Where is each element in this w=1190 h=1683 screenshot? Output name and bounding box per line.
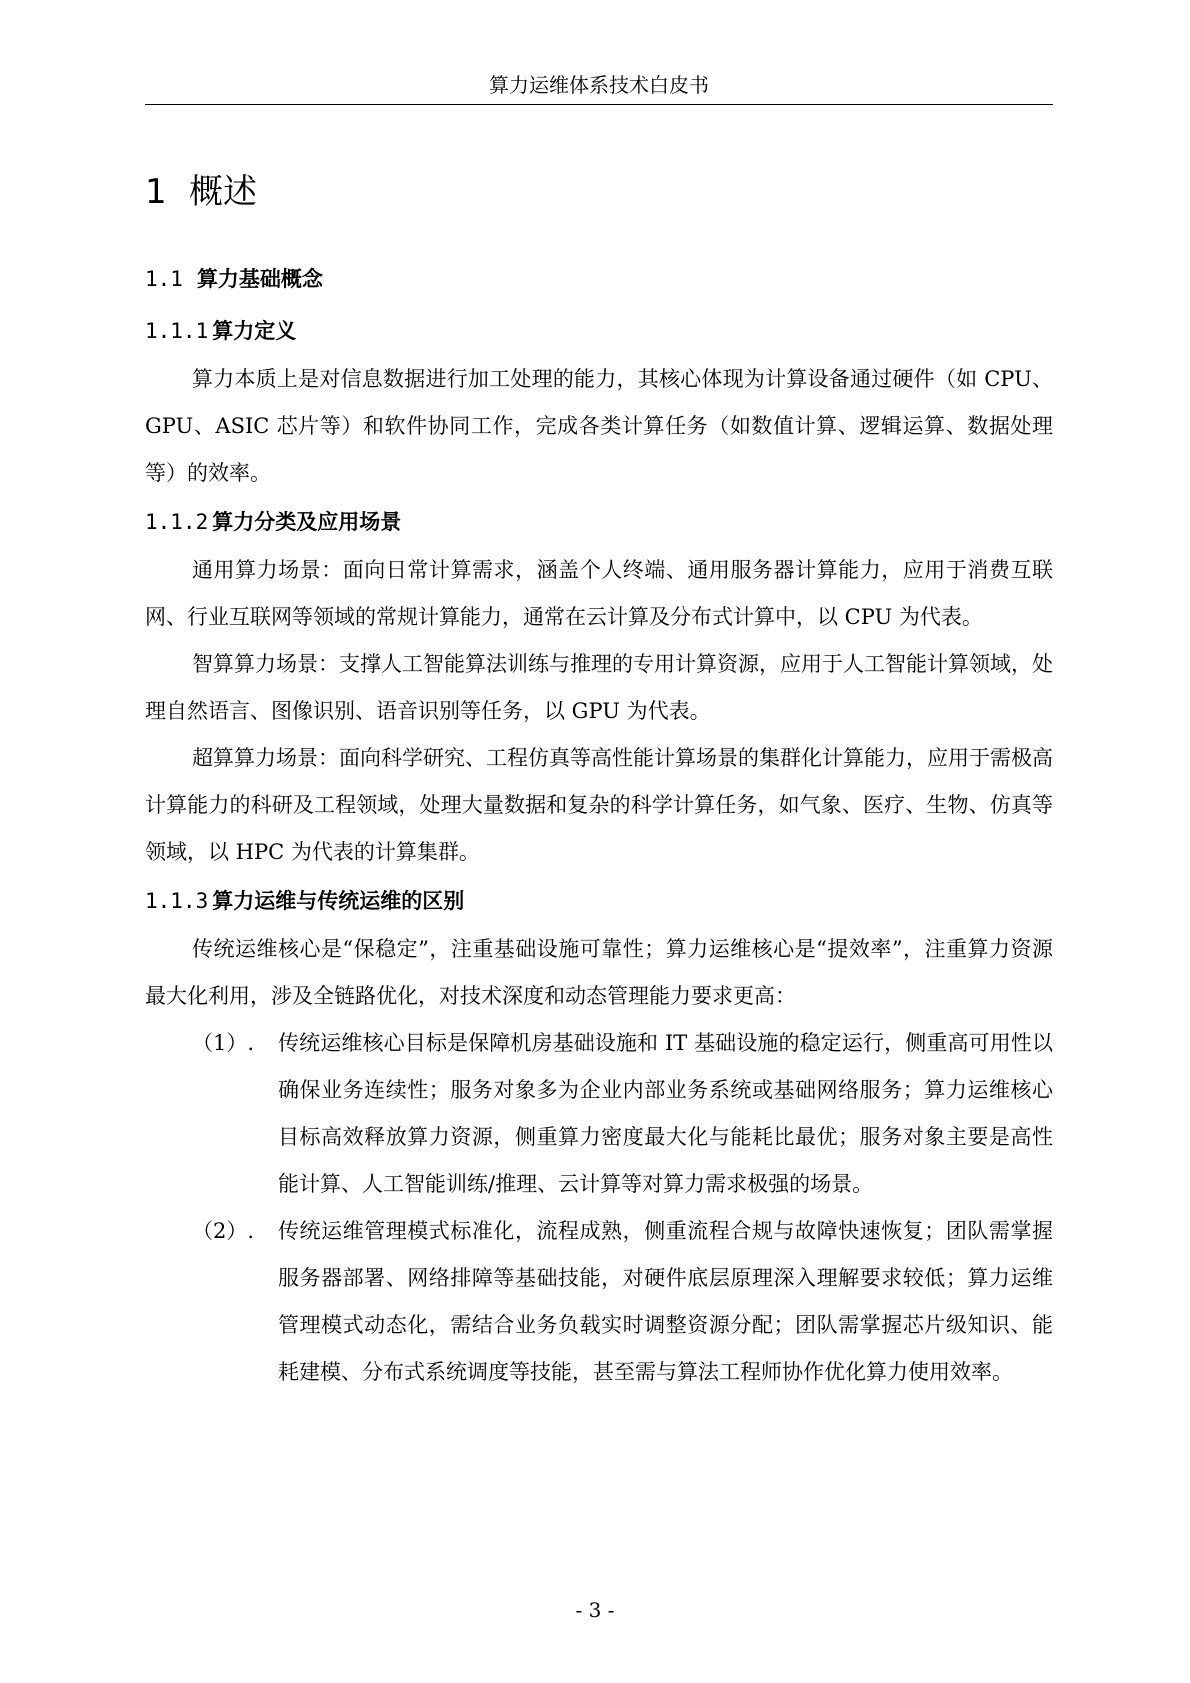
section-number: 1.1 bbox=[145, 267, 183, 291]
header-title: 算力运维体系技术白皮书 bbox=[489, 73, 709, 97]
list-marker: （2）. bbox=[192, 1219, 255, 1243]
subsection-title: 算力分类及应用场景 bbox=[212, 510, 402, 534]
list-item-text: 传统运维核心目标是保障机房基础设施和 IT 基础设施的稳定运行，侧重高可用性以确保业务连续性；服务对象多为企业内部业务系统或基础网络服务；算力运维核心目标高效释放算力资源，侧重算力密度最大化与能耗比最优；服务对象主要是高性能计算、人工智能训练/推理、云计算等对算力需求极强的场景。 bbox=[278, 1031, 1053, 1196]
subsection-title: 算力定义 bbox=[212, 319, 297, 343]
page-number: - 3 - bbox=[575, 1598, 615, 1622]
subsection-title: 算力运维与传统运维的区别 bbox=[212, 889, 465, 913]
chapter-number: 1 bbox=[145, 172, 167, 212]
paragraph-ops-difference-intro: 传统运维核心是“保稳定”，注重基础设施可靠性；算力运维核心是“提效率”，注重算力资源最大化利用，涉及全链路优化，对技术深度和动态管理能力要求更高： bbox=[145, 937, 1053, 1008]
page-content bbox=[145, 168, 1053, 1396]
page-header bbox=[145, 70, 1053, 105]
paragraph-general-compute: 通用算力场景：面向日常计算需求，涵盖个人终端、通用服务器计算能力，应用于消费互联网、行业互联网等领域的常规计算能力，通常在云计算及分布式计算中，以 CPU 为代表。 bbox=[145, 558, 1053, 629]
list-marker: （1）. bbox=[192, 1031, 255, 1055]
list-item bbox=[192, 1208, 1053, 1396]
subsection-heading-1-1-2 bbox=[145, 497, 1053, 547]
paragraph-compute-definition: 算力本质上是对信息数据进行加工处理的能力，其核心体现为计算设备通过硬件（如 CPU、GPU、ASIC 芯片等）和软件协同工作，完成各类计算任务（如数值计算、逻辑运算、数据处理等）的效率。 bbox=[145, 367, 1053, 485]
chapter-heading bbox=[145, 168, 1053, 216]
subsection-heading-1-1-1 bbox=[145, 306, 1053, 356]
subsection-number: 1.1.3 bbox=[145, 889, 209, 913]
list-item bbox=[192, 1020, 1053, 1208]
subsection-number: 1.1.2 bbox=[145, 510, 209, 534]
section-title: 算力基础概念 bbox=[196, 267, 323, 291]
subsection-number: 1.1.1 bbox=[145, 319, 209, 343]
paragraph-intelligent-compute: 智算算力场景：支撑人工智能算法训练与推理的专用计算资源，应用于人工智能计算领域，处理自然语言、图像识别、语音识别等任务，以 GPU 为代表。 bbox=[145, 652, 1053, 723]
list-item-text: 传统运维管理模式标准化，流程成熟，侧重流程合规与故障快速恢复；团队需掌握服务器部署、网络排障等基础技能，对硬件底层原理深入理解要求较低；算力运维管理模式动态化，需结合业务负载实时调整资源分配；团队需掌握芯片级知识、能耗建模、分布式系统调度等技能，甚至需与算法工程师协作优化算力使用效率。 bbox=[278, 1219, 1053, 1384]
section-heading-1-1 bbox=[145, 254, 1053, 304]
subsection-heading-1-1-3 bbox=[145, 876, 1053, 926]
paragraph-super-compute: 超算算力场景：面向科学研究、工程仿真等高性能计算场景的集群化计算能力，应用于需极高计算能力的科研及工程领域，处理大量数据和复杂的科学计算任务，如气象、医疗、生物、仿真等领域，以 HPC 为代表的计算集群。 bbox=[145, 746, 1053, 864]
chapter-title: 概述 bbox=[189, 172, 257, 212]
